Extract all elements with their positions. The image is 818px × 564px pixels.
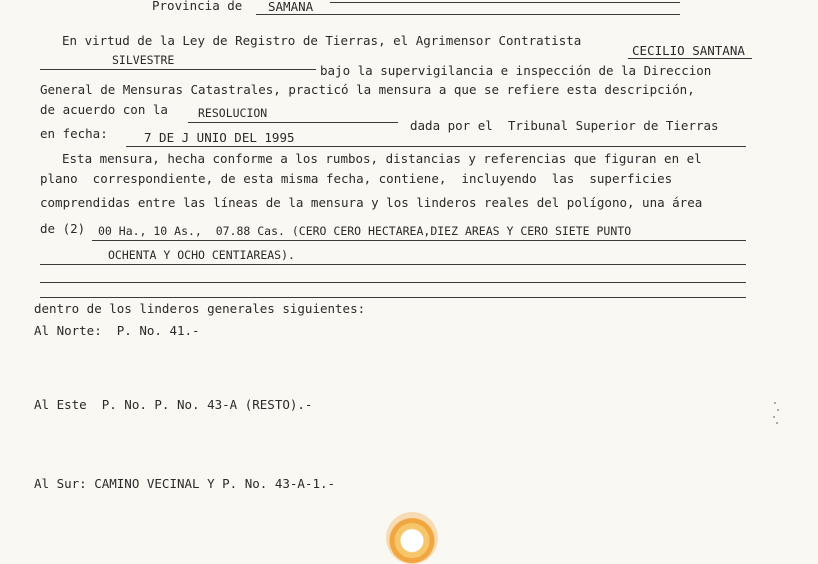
top-rule	[330, 2, 680, 3]
linderos-intro: dentro de los linderos generales siguientes:	[34, 301, 366, 316]
agrimensor-underline-1	[628, 58, 752, 59]
agrimensor-name-2: SILVESTRE	[112, 53, 175, 67]
blank-rule-1	[40, 282, 746, 283]
body-line-1: En virtud de la Ley de Registro de Tierras, el Agrimensor Contratista	[62, 33, 582, 48]
agrimensor-underline-2	[40, 69, 316, 70]
provincia-label: Provincia de	[152, 0, 243, 13]
provincia-value: SAMANA	[268, 0, 314, 14]
body-line-2: bajo la supervigilancia e inspección de la Direccion	[320, 63, 712, 78]
body-line-9-pre: de (2)	[40, 221, 86, 236]
seal-stamp-icon	[386, 512, 438, 564]
fecha-value: 7 DE J UNIO DEL 1995	[144, 130, 295, 145]
scan-specks	[772, 400, 780, 426]
blank-rule-2	[40, 297, 746, 298]
resolucion-value: RESOLUCION	[198, 106, 268, 120]
lindero-este: Al Este P. No. P. No. 43-A (RESTO).-	[34, 397, 313, 412]
lindero-norte: Al Norte: P. No. 41.-	[34, 323, 200, 338]
lindero-sur: Al Sur: CAMINO VECINAL Y P. No. 43-A-1.-	[34, 476, 336, 491]
area-underline-2	[40, 264, 746, 265]
area-line-1: 00 Ha., 10 As., 07.88 Cas. (CERO CERO HECTAREA,DIEZ AREAS Y CERO SIETE PUNTO	[98, 224, 632, 238]
body-line-6: Esta mensura, hecha conforme a los rumbos, distancias y referencias que figuran en el	[62, 151, 702, 166]
provincia-underline	[256, 14, 680, 15]
resolucion-underline	[188, 122, 398, 123]
body-line-4-pre: de acuerdo con la	[40, 102, 168, 117]
area-line-2: OCHENTA Y OCHO CENTIAREAS).	[108, 248, 295, 262]
body-line-3: General de Mensuras Catastrales, practicó la mensura a que se refiere esta descripción,	[40, 82, 695, 97]
fecha-underline	[126, 146, 746, 147]
body-line-8: comprendidas entre las líneas de la mensura y los linderos reales del polígono, una área	[40, 195, 703, 210]
body-line-5-pre: en fecha:	[40, 126, 108, 141]
body-line-4-post: dada por el Tribunal Superior de Tierras	[410, 118, 719, 133]
body-line-7: plano correspondiente, de esta misma fecha, contiene, incluyendo las superficies	[40, 171, 673, 186]
area-underline-1	[92, 240, 746, 241]
agrimensor-name-1: CECILIO SANTANA	[632, 43, 745, 58]
